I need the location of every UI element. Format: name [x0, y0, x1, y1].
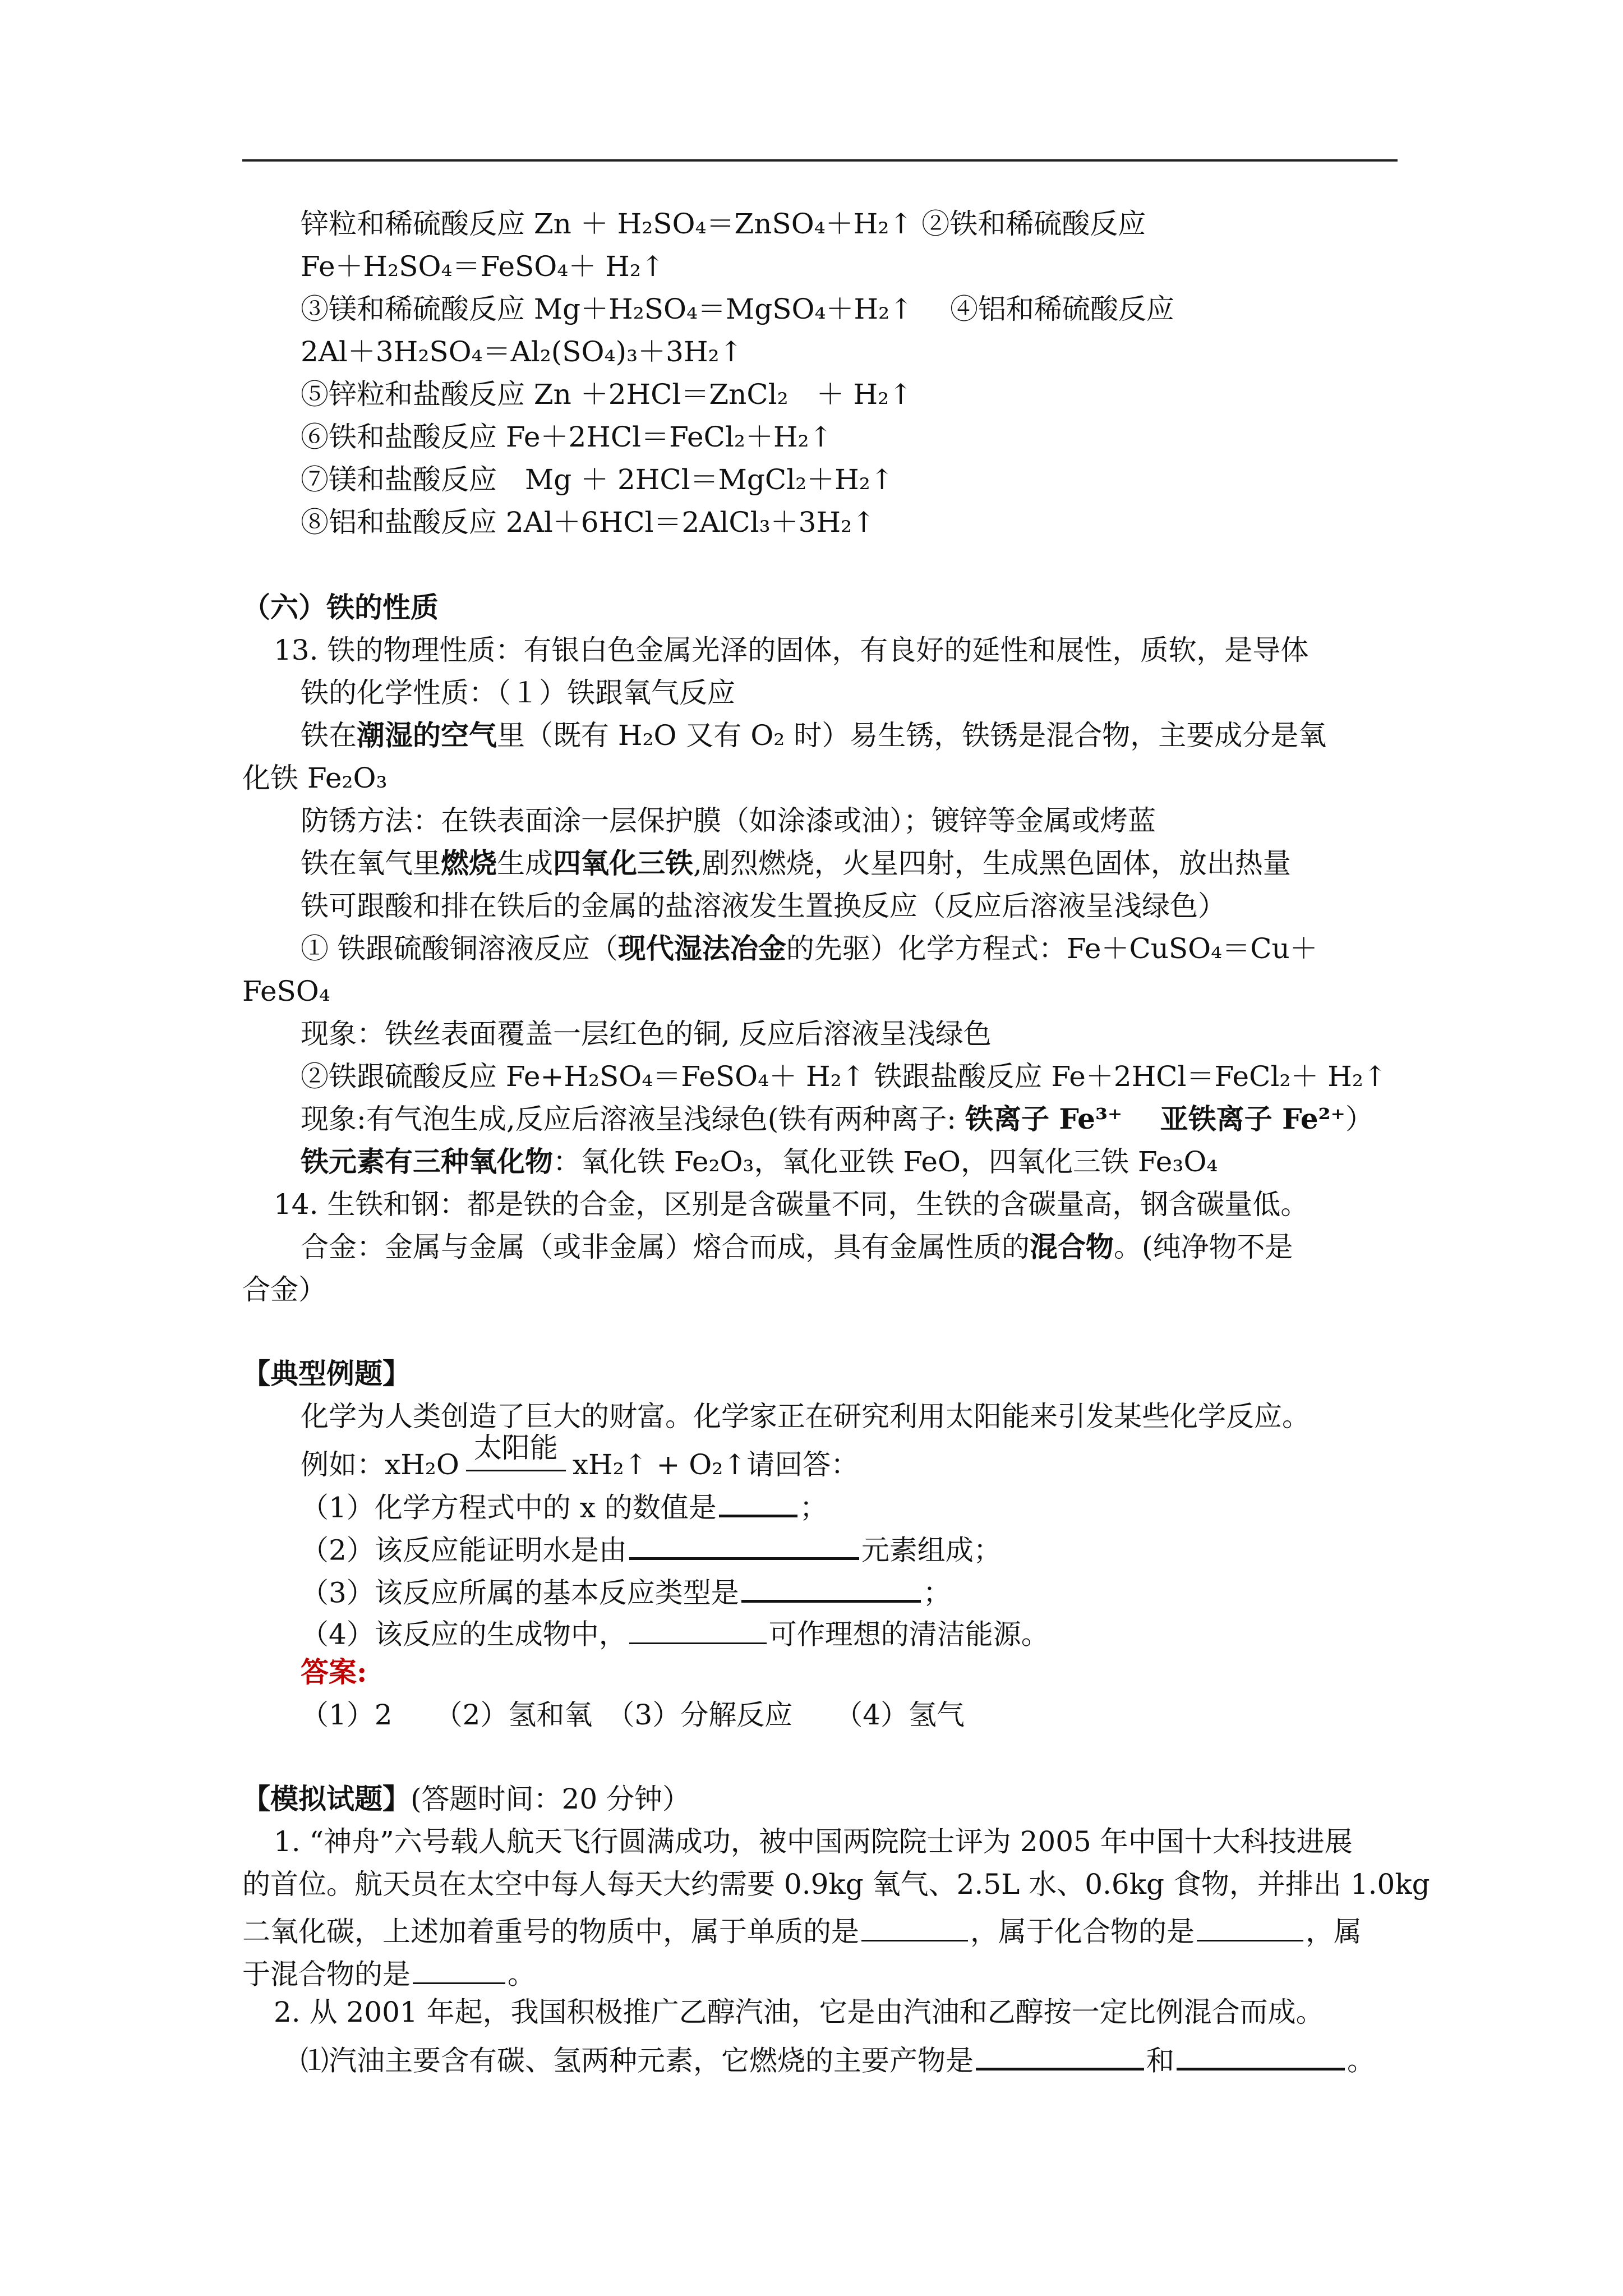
reaction-condition-arrow: 太阳能 [466, 1445, 566, 1471]
question-line: ⑴汽油主要含有碳、氢两种元素，它燃烧的主要产物是 和 。 [301, 2041, 1375, 2075]
question-line: （3）该反应所属的基本反应类型是 ； [301, 1573, 951, 1607]
text-line: 2. 从 2001 年起，我国积极推广乙醇汽油，它是由汽油和乙醇按一定比例混合而成。 [274, 1996, 1324, 2028]
text-line: 化学为人类创造了巨大的财富。化学家正在研究利用太阳能来引发某些化学反应。 [301, 1400, 1310, 1433]
question-line: （4）该反应的生成物中， 可作理想的清洁能源。 [301, 1616, 1049, 1649]
answer-blank[interactable] [719, 1488, 797, 1517]
text-line: ① 铁跟硫酸铜溶液反应（现代湿法冶金的先驱）化学方程式：Fe＋CuSO₄＝Cu＋ [301, 932, 1318, 965]
text-line: 2Al＋3H₂SO₄＝Al₂(SO₄)₃＋3H₂↑ [301, 335, 743, 368]
text-line: ⑦镁和盐酸反应 Mg ＋ 2HCl＝MgCl₂＋H₂↑ [301, 463, 894, 496]
text-line: 铁元素有三种氧化物：氧化铁 Fe₂O₃，氧化亚铁 FeO，四氧化三铁 Fe₃O₄ [301, 1145, 1218, 1178]
question-line: （1）化学方程式中的 x 的数值是 ； [301, 1488, 828, 1522]
text-line: 铁在潮湿的空气里（既有 H₂O 又有 O₂ 时）易生锈，铁锈是混合物，主要成分是氧 [301, 719, 1327, 752]
question-line: 二氧化碳，上述加着重号的物质中，属于单质的是 ，属于化合物的是 ，属 [242, 1913, 1362, 1946]
section-heading: 【模拟试题】(答题时间：20 分钟） [242, 1782, 691, 1815]
text-line: ⑤锌粒和盐酸反应 Zn ＋2HCl＝ZnCl₂ ＋ H₂↑ [301, 378, 913, 411]
text-line: 合金：金属与金属（或非金属）熔合而成，具有金属性质的混合物。(纯净物不是 [301, 1230, 1293, 1263]
text-line: 铁在氧气里燃烧生成四氧化三铁,剧烈燃烧，火星四射，生成黑色固体，放出热量 [301, 846, 1291, 880]
text-line: FeSO₄ [242, 975, 330, 1007]
text-line: ③镁和稀硫酸反应 Mg＋H₂SO₄＝MgSO₄＋H₂↑ ④铝和稀硫酸反应 [301, 293, 1174, 325]
text-line: 的首位。航天员在太空中每人每天大约需要 0.9kg 氧气、2.5L 水、0.6kg 食物，并排出 1.0kg [242, 1868, 1430, 1901]
answer-blank[interactable] [861, 1913, 968, 1941]
section-heading: 【典型例题】 [242, 1357, 411, 1390]
equation-line: 例如：xH₂O太阳能xH₂↑ + O₂↑请回答： [301, 1432, 859, 1481]
answer-label: 答案: [301, 1655, 367, 1688]
question-line: 于混合物的是 。 [242, 1955, 536, 1989]
answer-blank[interactable] [413, 1955, 505, 1984]
answer-blank[interactable] [741, 1573, 921, 1603]
answer-blank[interactable] [629, 1616, 767, 1644]
text-line: 锌粒和稀硫酸反应 Zn ＋ H₂SO₄＝ZnSO₄＋H₂↑ ②铁和稀硫酸反应 [301, 208, 1146, 240]
text-line: Fe＋H₂SO₄＝FeSO₄＋ H₂↑ [301, 250, 665, 283]
text-line: ⑧铝和盐酸反应 2Al＋6HCl＝2AlCl₃＋3H₂↑ [301, 506, 876, 539]
text-line: 现象：铁丝表面覆盖一层红色的铜, 反应后溶液呈浅绿色 [301, 1018, 992, 1050]
section-heading: （六）铁的性质 [242, 591, 439, 624]
text-line: 合金） [242, 1273, 326, 1306]
text-line: ⑥铁和盐酸反应 Fe＋2HCl＝FeCl₂＋H₂↑ [301, 421, 833, 453]
text-line: 铁可跟酸和排在铁后的金属的盐溶液发生置换反应（反应后溶液呈浅绿色） [301, 890, 1226, 922]
text-line: 1. “神舟”六号载人航天飞行圆满成功，被中国两院院士评为 2005 年中国十大科技进展 [274, 1825, 1353, 1858]
text-line: 防锈方法：在铁表面涂一层保护膜（如涂漆或油）；镀锌等金属或烤蓝 [301, 804, 1156, 837]
text-line: ②铁跟硫酸反应 Fe+H₂SO₄＝FeSO₄＋ H₂↑ 铁跟盐酸反应 Fe＋2HCl＝FeCl₂＋ H₂↑ [301, 1060, 1387, 1093]
answer-blank[interactable] [629, 1530, 859, 1560]
answer-blank[interactable] [1177, 2041, 1345, 2070]
text-line: 铁的化学性质：（１）铁跟氧气反应 [301, 677, 735, 709]
answer-blank[interactable] [1197, 1913, 1303, 1941]
text-line: 14. 生铁和钢：都是铁的合金，区别是含碳量不同，生铁的含碳量高，钢含碳量低。 [274, 1188, 1309, 1221]
answer-line: （1）2 （2）氢和氧 （3）分解反应 （4）氢气 [301, 1699, 965, 1731]
text-line: 13. 铁的物理性质：有银白色金属光泽的固体，有良好的延性和展性，质软，是导体 [274, 634, 1309, 666]
question-line: （2）该反应能证明水是由 元素组成； [301, 1530, 1002, 1565]
text-line: 化铁 Fe₂O₃ [242, 762, 388, 794]
text-line: 现象:有气泡生成,反应后溶液呈浅绿色(铁有两种离子: 铁离子 Fe³⁺ 亚铁离子 Fe²⁺） [301, 1102, 1373, 1135]
header-rule [242, 159, 1398, 162]
answer-blank[interactable] [976, 2041, 1144, 2070]
